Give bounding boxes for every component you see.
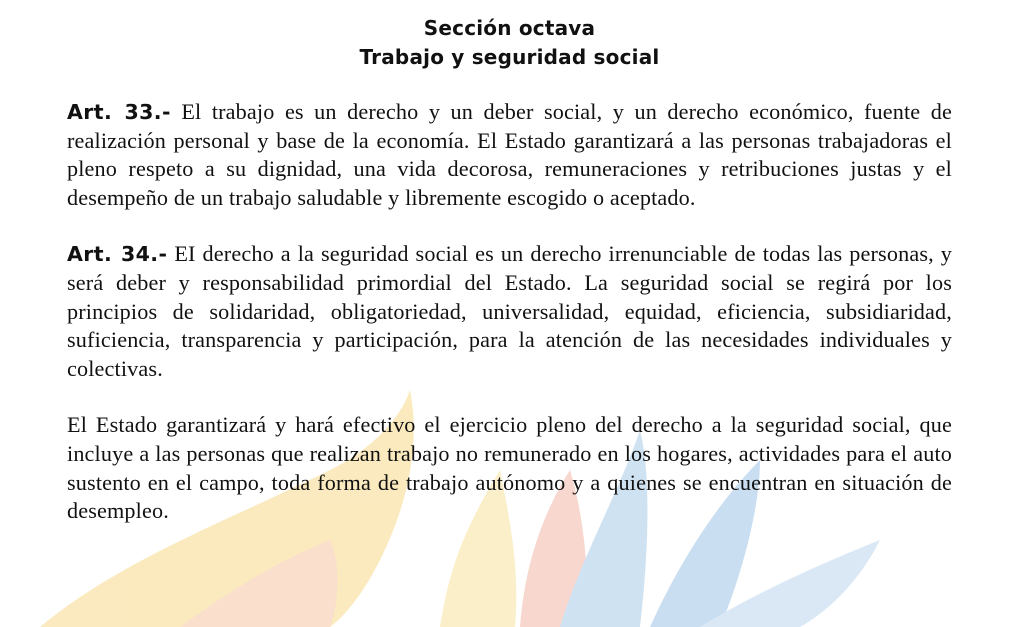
document-page bbox=[67, 14, 952, 554]
section-subtitle: Trabajo y seguridad social bbox=[359, 45, 660, 69]
paragraph: El Estado garantizará y hará efectivo el ejercicio pleno del derecho a la seguridad social, que incluye a las personas que realizan trabajo no remunerado en los hogares, actividades para el auto sustento en el campo, toda forma de trabajo autónomo y a quienes se encuentran en situación de desempleo. bbox=[67, 412, 952, 524]
article-text: El trabajo es un derecho y un deber social, y un derecho económico, fuente de realización personal y base de la economía. El Estado garantizará a las personas trabajadoras el pleno respeto a su dignidad, una vida decorosa, remuneraciones y retribuciones justas y el desempeño de un trabajo saludable y libremente escogido o aceptado. bbox=[67, 99, 953, 210]
article-33 bbox=[67, 98, 952, 212]
article-number: Art. 33.- bbox=[67, 100, 171, 124]
article-number: Art. 34.- bbox=[67, 242, 168, 267]
section-title: Sección octava bbox=[423, 16, 596, 40]
article-34 bbox=[67, 240, 952, 383]
article-text: EI derecho a la seguridad social es un derecho irrenunciable de todas las personas, y será deber y responsabilidad primordial del Estado. La seguridad social se regirá por los principios de solidaridad, obligatoriedad, universalidad, equidad, eficiencia, subsidiaridad, suficiencia, transparencia y participación, para la atención de las necesidades individuales y colectivas. bbox=[67, 241, 953, 381]
